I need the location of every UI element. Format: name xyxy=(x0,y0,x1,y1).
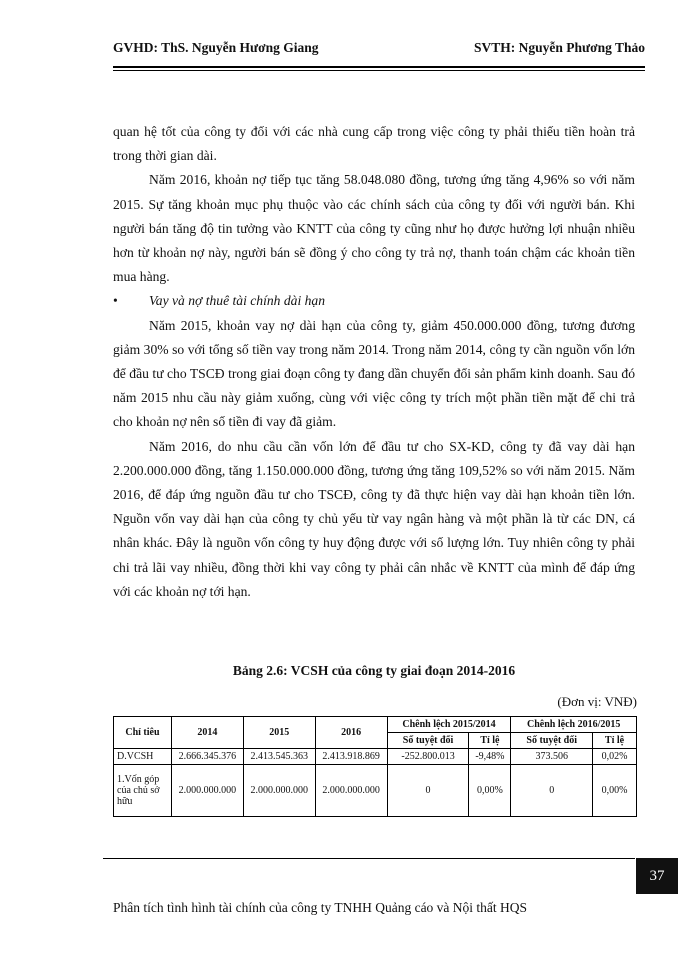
table-caption: Bảng 2.6: VCSH của công ty giai đoạn 2014-2016 xyxy=(232,663,516,678)
header-abs-1: Số tuyệt đối xyxy=(387,733,469,749)
cell-label: D.VCSH xyxy=(114,749,172,765)
paragraph-1: quan hệ tốt của công ty đối với các nhà cung cấp trong việc công ty phải thiếu tiền hoàn trả trong thời gian dài. xyxy=(113,124,635,164)
header-chitieu: Chỉ tiêu xyxy=(114,717,172,749)
paragraph-4: Năm 2016, do nhu cầu cần vốn lớn để đầu tư cho SX-KD, công ty đã vay dài hạn 2.200.000.000 đồng, tăng 1.150.000.000 đồng, tương ứng tăng 109,52% so với năm 2015. Năm 2016, để đáp ứng nguồn đầu tư cho TSCĐ, công ty đã thực hiện vay dài hạn khoản tiền lớn. Nguồn vốn vay dài hạn của công ty chủ yếu từ vay ngân hàng và một phần là từ các DN, cá nhân khác. Đây là nguồn vốn công ty huy động được với số lượng lớn. Tuy nhiên công ty phải chi trả lãi vay nhiều, đồng thời khi vay công ty phải cân nhắc về KNTT của mình để đáp ứng với các khoản nợ tới hạn. xyxy=(113,438,635,599)
cell-rel-1: -9,48% xyxy=(469,749,511,765)
header-abs-2: Số tuyệt đối xyxy=(511,733,593,749)
cell-2014: 2.000.000.000 xyxy=(171,765,243,817)
bullet-icon: • xyxy=(113,293,118,309)
bullet-item xyxy=(113,289,635,313)
table-row xyxy=(114,765,637,817)
header-rule-thin xyxy=(113,70,645,71)
cell-abs-1: -252.800.013 xyxy=(387,749,469,765)
body-text xyxy=(113,120,635,604)
vcsh-table xyxy=(113,716,637,817)
table-header-row xyxy=(114,717,637,733)
footer-rule xyxy=(103,858,635,859)
cell-2016: 2.000.000.000 xyxy=(315,765,387,817)
page-header xyxy=(113,40,645,62)
cell-rel-2: 0,02% xyxy=(593,749,637,765)
page-number: 37 xyxy=(636,858,678,894)
cell-2014: 2.666.345.376 xyxy=(171,749,243,765)
paragraph-2: Năm 2016, khoản nợ tiếp tục tăng 58.048.080 đồng, tương ứng tăng 4,96% so với năm 2015. Sự tăng khoản mục phụ thuộc vào các chính sách của công ty đối với người bán. Khi người bán tăng độ tin tưởng vào KNTT của công ty cũng như họ được hưởng lợi nhuận nhiều hơn từ khoản nợ này, người bán sẽ đồng ý cho công ty trả nợ, thanh toán chậm các khoản tiền mua hàng. xyxy=(113,172,635,285)
paragraph-3: Năm 2015, khoản vay nợ dài hạn của công ty, giảm 450.000.000 đồng, tương đương giảm 30% so với tổng số tiền vay trong năm 2014. Trong năm 2014, công ty cần nguồn vốn lớn để đầu tư cho TSCĐ trong giai đoạn công ty đang dần chuyển đổi sản phẩm kinh doanh. Sau đó năm 2015 nhu cầu này giảm xuống, cùng với việc công ty trích một phần tiền mặt để chi trả cho khoản nợ nên số tiền đi vay đã giảm. xyxy=(113,317,635,430)
bullet-heading: Vay và nợ thuê tài chính dài hạn xyxy=(149,293,326,309)
header-2014: 2014 xyxy=(171,717,243,749)
cell-2015: 2.413.545.363 xyxy=(243,749,315,765)
header-diff-2016-2015: Chênh lệch 2016/2015 xyxy=(511,717,637,733)
cell-abs-1: 0 xyxy=(387,765,469,817)
table-row xyxy=(114,749,637,765)
header-rel-2: Tỉ lệ xyxy=(593,733,637,749)
table-unit: (Đơn vị: VNĐ) xyxy=(557,694,637,709)
header-student: SVTH: Nguyễn Phương Thảo xyxy=(474,40,645,55)
cell-2016: 2.413.918.869 xyxy=(315,749,387,765)
cell-rel-2: 0,00% xyxy=(593,765,637,817)
header-diff-2015-2014: Chênh lệch 2015/2014 xyxy=(387,717,511,733)
page-footer: Phân tích tình hình tài chính của công ty TNHH Quảng cáo và Nội thất HQS xyxy=(113,900,528,915)
cell-label: 1.Vốn góp của chủ sở hữu xyxy=(114,765,172,817)
header-2016: 2016 xyxy=(315,717,387,749)
header-2015: 2015 xyxy=(243,717,315,749)
cell-abs-2: 373.506 xyxy=(511,749,593,765)
header-supervisor: GVHD: ThS. Nguyễn Hương Giang xyxy=(113,40,319,55)
cell-abs-2: 0 xyxy=(511,765,593,817)
header-rel-1: Tỉ lệ xyxy=(469,733,511,749)
cell-2015: 2.000.000.000 xyxy=(243,765,315,817)
cell-rel-1: 0,00% xyxy=(469,765,511,817)
header-rule xyxy=(113,66,645,68)
